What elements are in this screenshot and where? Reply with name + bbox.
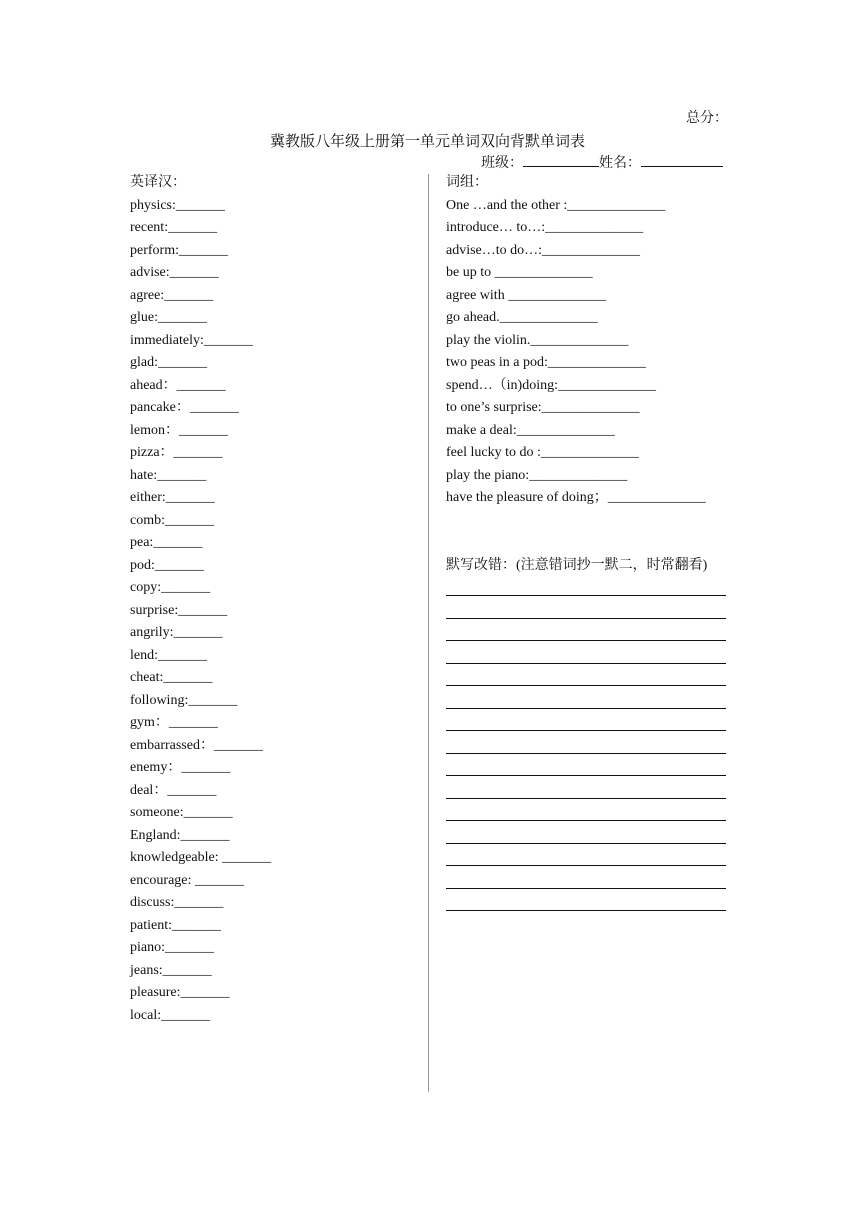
correction-line[interactable] — [446, 623, 707, 646]
correction-line[interactable] — [446, 825, 707, 848]
vocab-item[interactable]: knowledgeable: _______ — [130, 850, 272, 865]
vocab-item[interactable]: recent:_______ — [130, 220, 218, 235]
phrase-item[interactable]: agree with ______________ — [446, 287, 607, 303]
vocab-item[interactable]: agree:_______ — [130, 287, 214, 303]
name-label: 姓名： — [599, 156, 641, 171]
phrases-column — [446, 172, 706, 510]
class-blank[interactable] — [523, 153, 599, 167]
vocab-item[interactable]: local:_______ — [130, 1007, 211, 1023]
vocab-item[interactable]: discuss:_______ — [130, 895, 224, 910]
vocab-item[interactable]: pleasure:_______ — [130, 985, 230, 1000]
total-score-label: 总分： — [686, 111, 728, 126]
vocab-item[interactable]: cheat:_______ — [130, 670, 213, 685]
phrase-item[interactable]: make a deal:______________ — [446, 422, 615, 438]
section-heading-correction: 默写改错：(注意错词抄一默二，时常翻看) — [446, 558, 708, 573]
vocab-item[interactable]: angrily:_______ — [130, 625, 223, 640]
correction-line[interactable] — [446, 668, 707, 691]
page-title: 冀教版八年级上册第一单元单词双向背默单词表 — [270, 134, 586, 150]
correction-line[interactable] — [446, 690, 707, 713]
vocab-item[interactable]: England:_______ — [130, 827, 230, 843]
vocab-item[interactable]: enemy：_______ — [130, 760, 231, 775]
vocab-item[interactable]: comb:_______ — [130, 512, 214, 528]
phrase-item[interactable]: spend…（in)doing:______________ — [446, 377, 656, 393]
correction-line[interactable] — [446, 578, 707, 601]
correction-line[interactable] — [446, 780, 707, 803]
correction-line[interactable] — [446, 848, 707, 871]
vocab-item[interactable]: surprise:_______ — [130, 602, 228, 618]
vocab-item[interactable]: pizza：_______ — [130, 445, 223, 460]
phrase-item[interactable]: One …and the other :______________ — [446, 197, 666, 213]
correction-line[interactable] — [446, 713, 707, 736]
vocab-item[interactable]: perform:_______ — [130, 242, 228, 258]
vocab-item[interactable]: pod:_______ — [130, 557, 204, 573]
vocab-item[interactable]: ahead：_______ — [130, 377, 226, 393]
vocab-item[interactable]: either:_______ — [130, 490, 215, 505]
phrase-item[interactable]: to one’s surprise:______________ — [446, 400, 640, 415]
section-heading-e2c: 英译汉： — [130, 175, 186, 190]
correction-line[interactable] — [446, 870, 707, 893]
vocab-item[interactable]: pancake：_______ — [130, 400, 239, 415]
phrase-item[interactable]: play the piano:______________ — [446, 467, 628, 483]
student-info — [481, 152, 723, 172]
english-to-chinese-column — [130, 172, 271, 1027]
phrase-item[interactable]: be up to ______________ — [446, 265, 593, 280]
vocab-item[interactable]: copy:_______ — [130, 580, 211, 595]
phrase-item[interactable]: introduce… to…:______________ — [446, 220, 644, 235]
vocab-item[interactable]: glad:_______ — [130, 355, 207, 370]
vocab-item[interactable]: hate:_______ — [130, 467, 207, 483]
vocab-item[interactable]: physics:_______ — [130, 197, 225, 213]
vocab-item[interactable]: deal：_______ — [130, 782, 217, 798]
vocab-item[interactable]: pea:_______ — [130, 535, 203, 550]
class-label: 班级： — [481, 156, 523, 171]
phrase-item[interactable]: have the pleasure of doing；______________ — [446, 490, 706, 505]
vocab-item[interactable]: immediately:_______ — [130, 332, 253, 348]
correction-line[interactable] — [446, 645, 707, 668]
correction-line[interactable] — [446, 600, 707, 623]
vocab-item[interactable]: encourage: _______ — [130, 872, 244, 888]
vocab-item[interactable]: glue:_______ — [130, 310, 207, 325]
vocab-item[interactable]: lemon：_______ — [130, 422, 228, 438]
vocab-item[interactable]: someone:_______ — [130, 805, 233, 820]
vocab-item[interactable]: lend:_______ — [130, 647, 207, 663]
phrase-item[interactable]: play the violin.______________ — [446, 332, 629, 348]
phrase-item[interactable]: go ahead.______________ — [446, 310, 598, 325]
section-heading-phrases: 词组： — [446, 175, 488, 190]
correction-line[interactable] — [446, 758, 707, 781]
name-blank[interactable] — [641, 153, 723, 167]
correction-line[interactable] — [446, 803, 707, 826]
vocab-item[interactable]: following:_______ — [130, 692, 238, 708]
correction-line[interactable] — [446, 893, 707, 916]
vocab-item[interactable]: embarrassed：_______ — [130, 737, 263, 753]
phrase-item[interactable]: feel lucky to do :______________ — [446, 445, 639, 460]
vocab-item[interactable]: gym：_______ — [130, 715, 218, 730]
phrase-item[interactable]: two peas in a pod:______________ — [446, 355, 646, 370]
vocab-item[interactable]: jeans:_______ — [130, 962, 212, 978]
column-divider — [428, 174, 429, 1092]
phrase-item[interactable]: advise…to do…:______________ — [446, 242, 641, 258]
vocab-item[interactable]: piano:_______ — [130, 940, 214, 955]
vocab-item[interactable]: advise:_______ — [130, 265, 219, 280]
correction-section — [446, 555, 707, 915]
correction-line[interactable] — [446, 735, 707, 758]
vocab-item[interactable]: patient:_______ — [130, 917, 221, 933]
